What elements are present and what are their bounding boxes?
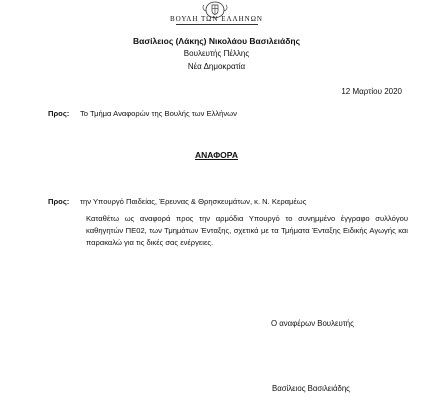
recipient-label: Προς: xyxy=(48,197,70,206)
parliament-name: ΒΟΥΛΗ ΤΩΝ ΕΛΛΗΝΩΝ xyxy=(170,15,263,23)
signature-closing: Ο αναφέρων Βουλευτής xyxy=(271,319,354,328)
recipient-value: την Υπουργό Παιδείας, Έρευνας & Θρησκευμάτων, κ. Ν. Κεραμέως xyxy=(80,197,307,206)
header-divider xyxy=(176,24,258,25)
recipient-label: Προς: xyxy=(48,109,70,118)
mp-role: Βουλευτής Πέλλης xyxy=(183,49,250,58)
mp-name: Βασίλειος (Λάκης) Νικολάου Βασιλειάδης xyxy=(132,36,301,46)
recipient-row-1 xyxy=(48,109,237,118)
mp-party: Νέα Δημοκρατία xyxy=(187,62,246,71)
document-title: ΑΝΑΦΟΡΑ xyxy=(195,150,238,160)
document-date: 12 Μαρτίου 2020 xyxy=(341,87,402,96)
signature-name: Βασίλειος Βασιλειάδης xyxy=(272,384,350,393)
recipient-value: Το Τμήμα Αναφορών της Βουλής των Ελλήνων xyxy=(80,109,237,118)
recipient-row-2 xyxy=(48,197,306,206)
body-paragraph: Καταθέτω ως αναφορά προς την αρμόδια Υπουργό το συνημμένο έγγραφο συλλόγου καθηγητών ΠΕ02, των Τμημάτων Ένταξης, σχετικά με τα Τμήματα Ένταξης Ειδικής Αγωγής και παρακαλώ για τις δικές σας ενέργειες. xyxy=(86,214,408,247)
